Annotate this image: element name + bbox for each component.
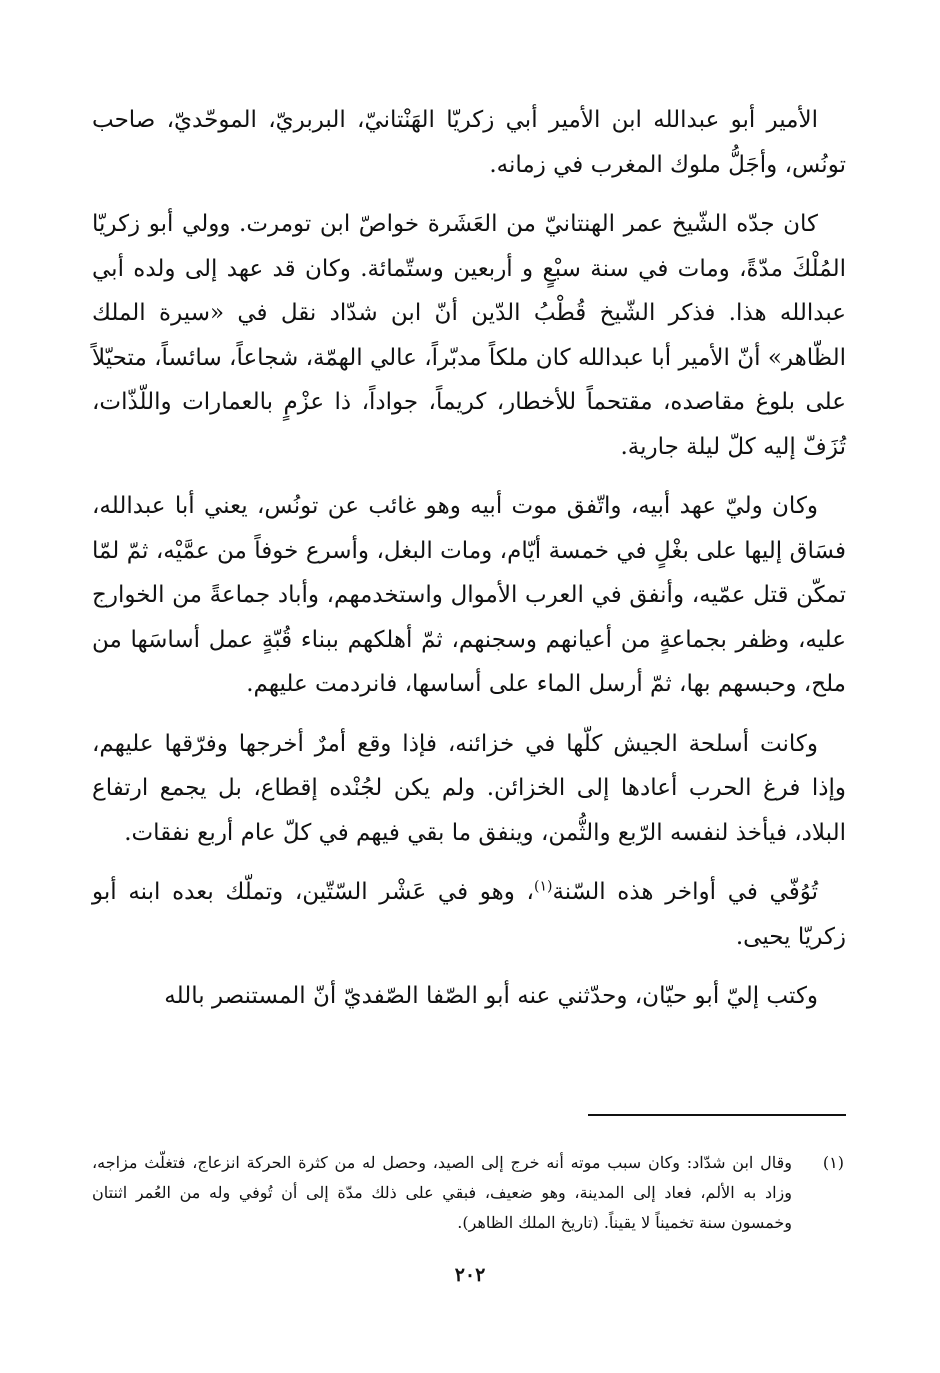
paragraph-lineage: كان جدّه الشّيخ عمر الهنتانيّ من العَشَرة خواصّ ابن تومرت. وولي أبو زكريّا المُلْكَ مدّةً، ومات في سنة سبْعٍ و أربعين وستّمائة. وكان قد عهد إلى ولده أبي عبدالله هذا. فذكر الشّيخ قُطْبُ الدّين أنّ ابن شدّاد نقل في «سيرة الملك الظّاهر» أنّ الأمير أبا عبدالله كان ملكاً مدبّراً، عالي الهمّة، شجاعاً، سائساً، متحيّلاً على بلوغ مقاصده، مقتحماً للأخطار، كريماً، جواداً، ذا عزْمٍ بالعمارات واللّذّات، تُزَفّ إليه كلّ ليلة جارية.	[92, 211, 846, 460]
footnote-divider	[588, 1114, 846, 1116]
death-text-after: ، وهو في عَشْر السّتّين، وتملّك بعده ابنه أبو زكريّا يحيى.	[92, 879, 846, 950]
paragraph-succession: وكان وليّ عهد أبيه، واتّفق موت أبيه وهو غائب عن تونُس، يعني أبا عبدالله، فسَاق إليها على بغْلٍ في خمسة أيّام، ومات البغل، وأسرع خوفاً من عمَّيْه، ثمّ لمّا تمكّن قتل عمّيه، وأنفق في العرب الأموال واستخدمهم، وأباد جماعةً من الخوارج عليه، وظفر بجماعةٍ من أعيانهم وسجنهم، ثمّ أهلكهم ببناء قُبّةٍ عمل أساسَها من ملح، وحبسهم بها، ثمّ أرسل الماء على أساسها، فانردمت عليهم.	[92, 493, 846, 697]
footnote-number: (١)	[822, 1153, 844, 1172]
paragraph-armory: وكانت أسلحة الجيش كلّها في خزائنه، فإذا وقع أمرٌ أخرجها وفرّقها عليهم، وإذا فرغ الحرب أعادها إلى الخزائن. ولم يكن لجُنْده إقطاع، بل يجمع ارتفاع البلاد، فيأخذ لنفسه الرّبع والثُّمن، وينفق ما بقي فيهم في كلّ عام أربع نفقات.	[92, 730, 846, 846]
footnote	[92, 1148, 844, 1238]
footnote-reference: (١)	[533, 878, 553, 895]
footnote-text: وقال ابن شدّاد: وكان سبب موته أنه خرج إلى الصيد، وحصل له من كثرة الحركة انزعاج، فتغلّث مزاجه، وزاد به الألم، فعاد إلى المدينة، وهو ضعيف، فبقي على ذلك مدّة إلى أن تُوفي وله من العُمر اثنتان وخمسون سنة تخميناً لا يقيناً. (تاريخ الملك الظاهر).	[92, 1153, 792, 1232]
main-text	[92, 98, 846, 1034]
page-number: ٢٠٢	[454, 1264, 486, 1286]
paragraph-last-line: وكتب إليّ أبو حيّان، وحدّثني عنه أبو الصّفا الصّفديّ أنّ المستنصر بالله	[164, 983, 818, 1009]
paragraph-death	[92, 870, 846, 959]
paragraph-intro: الأمير أبو عبدالله ابن الأمير أبي زكريّا الهَنْتانيّ، البربريّ، الموحّديّ، صاحب تونُس، وأجَلُّ ملوك المغرب في زمانه.	[92, 107, 846, 178]
death-text-before: تُوُفّي في أواخر هذه السّنة	[552, 879, 819, 905]
